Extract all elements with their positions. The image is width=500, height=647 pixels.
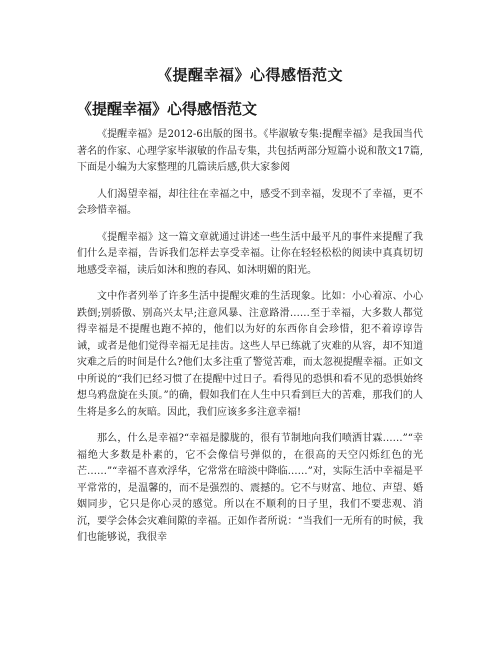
paragraph-longing: 人们渴望幸福，却往往在幸福之中，感受不到幸福，发现不了幸福，更不会珍惜幸福。 <box>77 188 423 216</box>
paragraph-what-is-happiness: 那么，什么是幸福?“幸福是朦胧的，很有节制地向我们喷洒甘霖……”“幸福绝大多数是朴素的，它不会像信号弹似的，在很高的天空闪烁红色的光芒……”“幸福不喜欢浮华，它常常在暗淡中降临……”对，实际生活中幸福是平平常常的，是温馨的，而不是强烈的、震撼的。它不与财富、地位、声望、婚姻同步，它只是你心灵的感觉。所以在不顺利的日子里，我们不要悲观、消沉，要学会体会灾难间隙的幸福。正如作者所说：“当我们一无所有的时候，我们也能够说，我很幸 <box>77 433 423 543</box>
document-body <box>77 127 423 557</box>
paragraph-examples: 文中作者列举了许多生活中提醒灾难的生活现象。比如：小心着凉、小心跌倒;别骄傲、别高兴太早;注意风暴、注意路滑……至于幸福，大多数人都觉得幸福是不提醒也跑不掉的，他们以为好的东西你自会珍惜，犯不着谆谆告诫，或者是他们觉得幸福无足挂齿。这些人早已练就了灾难的从容，却不知道灾难之后的时间是什么?他们太多注重了警觉苦难，而太忽视提醒幸福。正如文中所说的“我们已经习惯了在提醒中过日子。看得见的恐惧和看不见的恐惧始终想乌鸦盘旋在头顶。”的确，假如我们在人生中只看到巨大的苦难，那我们的人生将是多么的灰暗。因此，我们应该多多注意幸福! <box>77 291 423 418</box>
document-subtitle: 《提醒幸福》心得感悟范文 <box>77 100 258 118</box>
paragraph-article-summary: 《提醒幸福》这一篇文章就通过讲述一些生活中最平凡的事件来提醒了我们什么是幸福，告诉我们怎样去享受幸福。让你在轻轻松松的阅读中真真切切地感受幸福，读后如沐和煦的春风、如沐明媚的阳光。 <box>77 231 423 276</box>
document-title: 《提醒幸福》心得感悟范文 <box>156 66 343 84</box>
paragraph-intro: 《提醒幸福》是2012-6出版的图书。《毕淑敏专集:提醒幸福》是我国当代著名的作家、心理学家毕淑敏的作品专集，共包括两部分短篇小说和散文17篇,下面是小编为大家整理的几篇读后感,供大家参阅 <box>77 129 423 173</box>
